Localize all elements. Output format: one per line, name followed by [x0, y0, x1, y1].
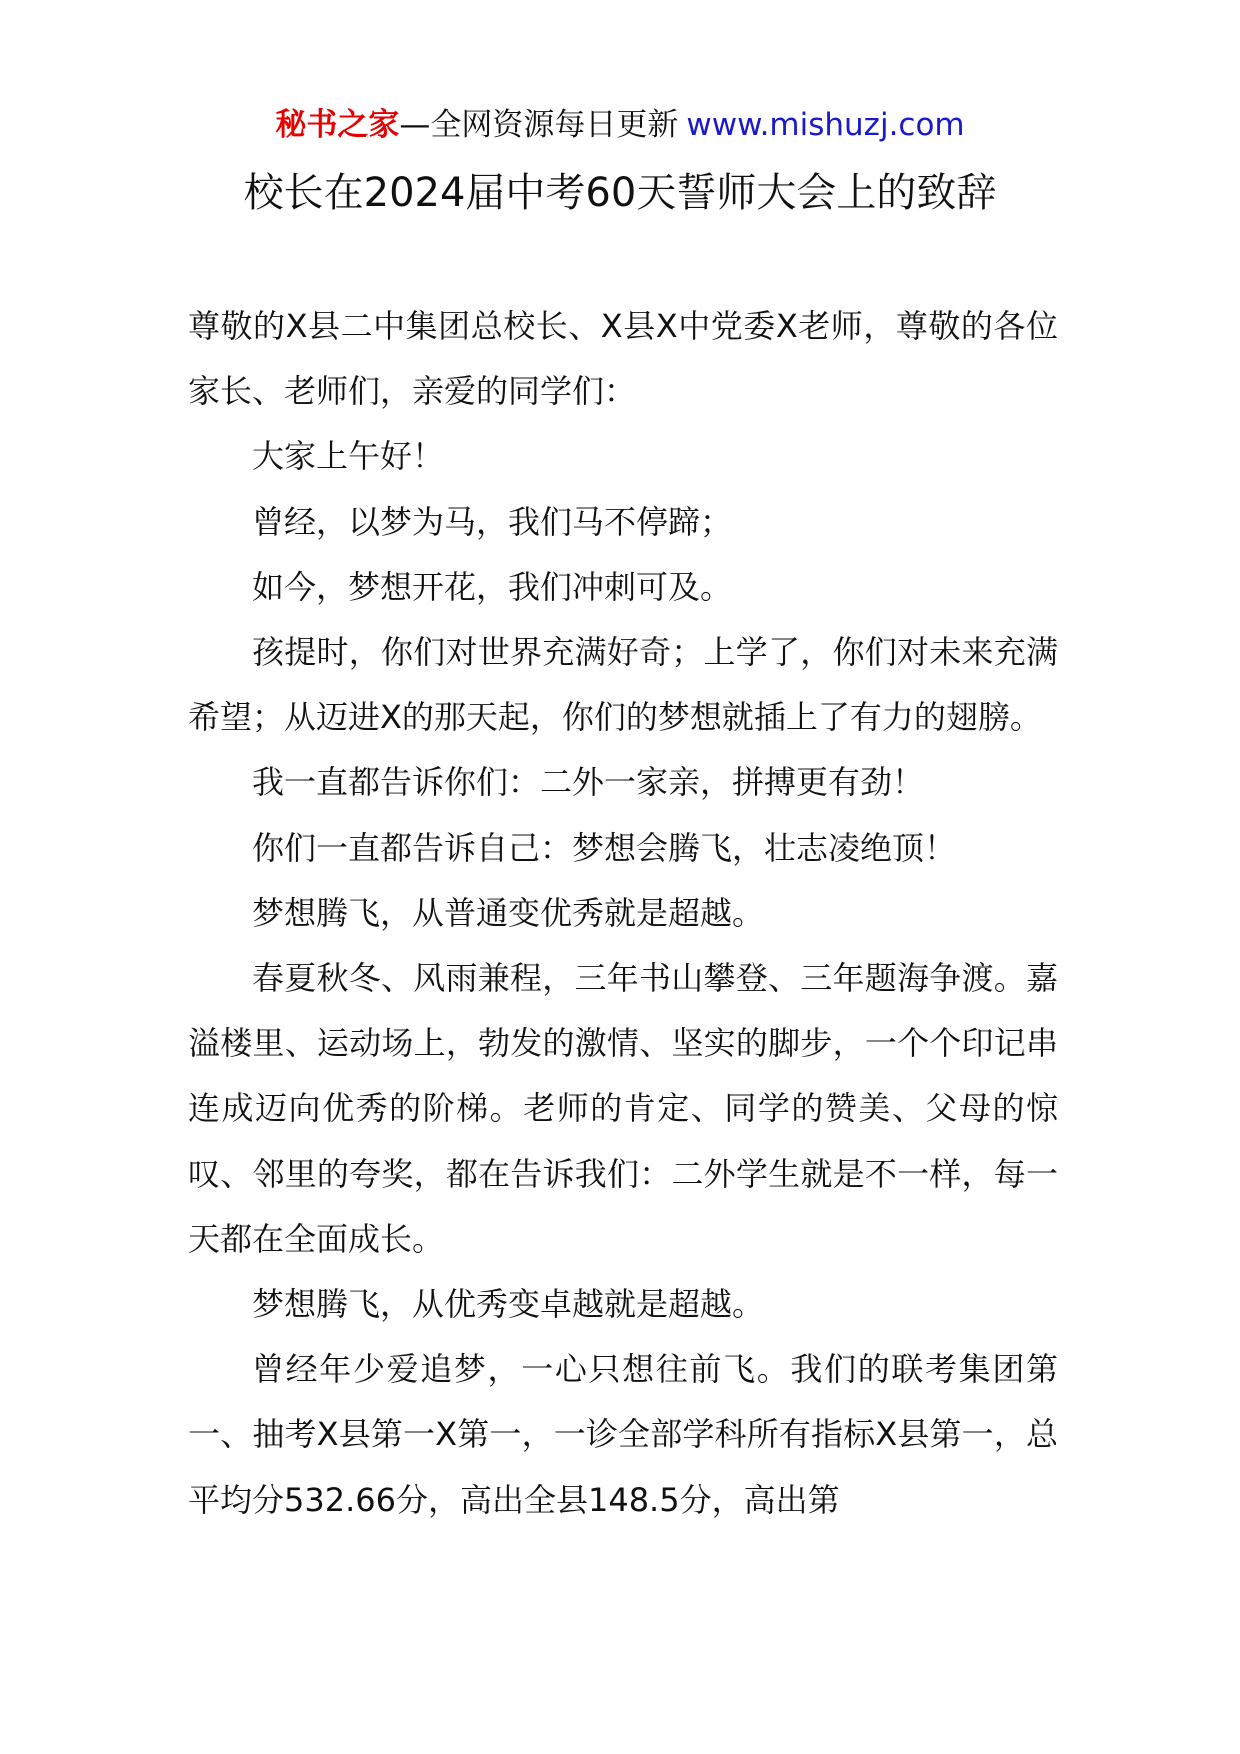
- salutation-paragraph: 尊敬的X县二中集团总校长、X县X中党委X老师，尊敬的各位家长、老师们，亲爱的同学们：: [188, 307, 1058, 411]
- document-title: 校长在2024届中考60天誓师大会上的致辞: [243, 170, 997, 216]
- paragraph: 曾经年少爱追梦，一心只想往前飞。我们的联考集团第一、抽考X县第一X第一，一诊全部学科所有指标X县第一，总平均分532.66分，高出全县148.5分，高出第: [188, 1350, 1058, 1519]
- paragraph-greeting: 大家上午好！: [252, 437, 445, 476]
- paragraph: 曾经，以梦为马，我们马不停蹄；: [252, 502, 733, 541]
- paragraph: 你们一直都告诉自己：梦想会腾飞，壮志凌绝顶！: [252, 828, 957, 867]
- paragraph: 梦想腾飞，从优秀变卓越就是超越。: [252, 1285, 765, 1324]
- paragraph: 我一直都告诉你们：二外一家亲，拼搏更有劲！: [252, 763, 925, 802]
- paragraph: 如今，梦想开花，我们冲刺可及。: [252, 567, 733, 606]
- paragraph: 春夏秋冬、风雨兼程，三年书山攀登、三年题海争渡。嘉溢楼里、运动场上，勃发的激情、坚实的脚步，一个个印记串连成迈向优秀的阶梯。老师的肯定、同学的赞美、父母的惊叹、邻里的夸奖，都在告诉我们：二外学生就是不一样，每一天都在全面成长。: [188, 959, 1058, 1258]
- site-url: www.mishuzj.com: [686, 107, 965, 143]
- site-header: [0, 103, 1240, 147]
- paragraph: 孩提时，你们对世界充满好奇；上学了，你们对未来充满希望；从迈进X的那天起，你们的梦想就插上了有力的翅膀。: [188, 633, 1058, 737]
- paragraph: 梦想腾飞，从普通变优秀就是超越。: [252, 893, 765, 932]
- document-body: [188, 294, 1058, 1533]
- header-slogan: —全网资源每日更新: [399, 107, 679, 143]
- brand-name: 秘书之家: [275, 107, 400, 143]
